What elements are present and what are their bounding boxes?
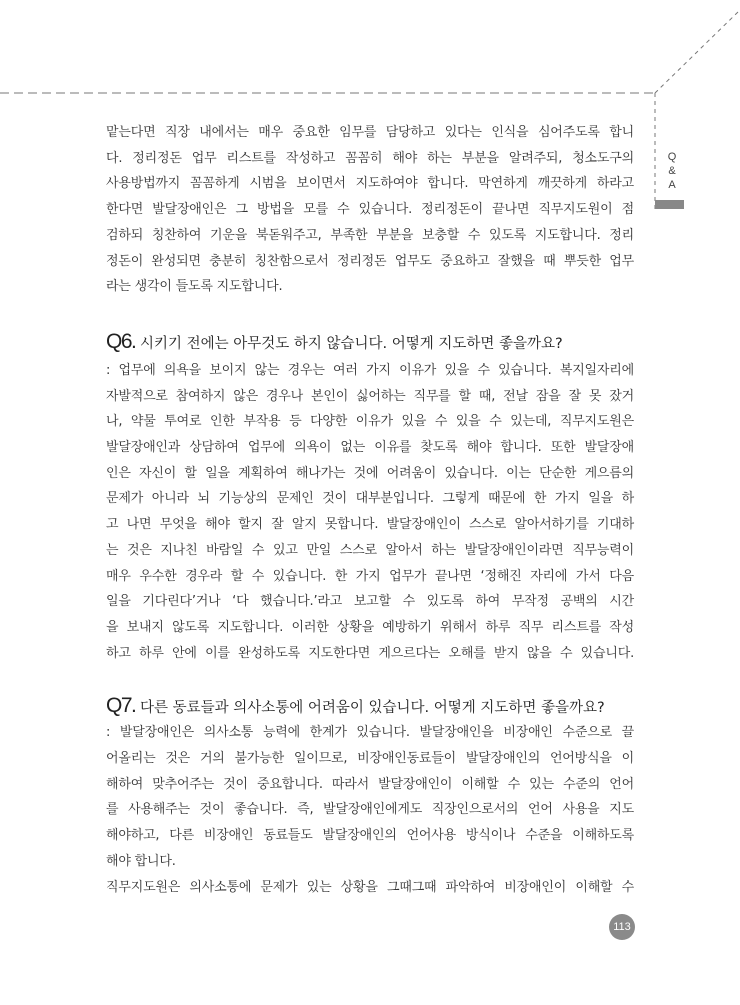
text-line: 자발적으로 참여하지 않은 경우나 본인이 싫어하는 직무를 할 때, 전날 잠을 잘 못 잤거 [106, 388, 634, 404]
question-number: Q7. [106, 694, 136, 718]
text-line: 사용방법까지 꼼꼼하게 시범을 보이면서 지도하여야 합니다. 막연하게 깨끗하게 하라고 [106, 176, 634, 192]
text-line: 는 것은 지나친 바람일 수 있고 만일 스스로 알아서 하는 발달장애인이라면 직무능력이 [106, 542, 634, 558]
question-heading-q7 [106, 694, 634, 718]
text-line: 해하여 맞추어주는 것이 중요합니다. 따라서 발달장애인이 이해할 수 있는 수준의 언어 [106, 776, 634, 792]
text-line: 직무지도원은 의사소통에 문제가 있는 상황을 그때그때 파악하여 비장애인이 이해할 수 [106, 879, 634, 895]
page-number-badge: 113 [609, 914, 635, 940]
text-line: : 업무에 의욕을 보이지 않는 경우는 여러 가지 이유가 있을 수 있습니다. 복지일자리에 [106, 362, 634, 378]
question-text: 시키기 전에는 아무것도 하지 않습니다. 어떻게 지도하면 좋을까요? [139, 335, 563, 352]
text-line: 검하되 칭찬하여 기운을 북돋워주고, 부족한 부분을 보충할 수 있도록 지도합니다. 정리 [106, 227, 634, 243]
answer-paragraph-q7 [106, 720, 634, 900]
question-heading-q6 [106, 330, 634, 354]
text-line: 인은 자신이 할 일을 계획하여 해나가는 것에 어려움이 있습니다. 이는 단순한 게으름의 [106, 465, 634, 481]
section-tab-qa [660, 150, 684, 192]
text-line: 한다면 발달장애인은 그 방법을 모를 수 있습니다. 정리정돈이 끝나면 직무지도원이 점 [106, 202, 634, 218]
text-line: 를 사용해주는 것이 좋습니다. 즉, 발달장애인에게도 직장인으로서의 언어 사용을 지도 [106, 802, 634, 818]
page-content [106, 120, 634, 900]
text-line: 발달장애인과 상담하여 업무에 의욕이 없는 이유를 찾도록 해야 합니다. 또한 발달장애 [106, 440, 634, 456]
text-line: 나, 약물 투여로 인한 부작용 등 다양한 이유가 있을 수 있을 수 있는데, 직무지도원은 [106, 414, 634, 430]
text-line: 매우 우수한 경우라 할 수 있습니다. 한 가지 업무가 끝나면 ‘정해진 자리에 가서 다음 [106, 568, 634, 584]
question-text: 다른 동료들과 의사소통에 어려움이 있습니다. 어떻게 지도하면 좋을까요? [139, 700, 605, 717]
section-tab-bar [655, 200, 684, 209]
text-line: 고 나면 무엇을 해야 할지 잘 알지 못합니다. 발달장애인이 스스로 알아서하기를 기대하 [106, 517, 634, 533]
question-number: Q6. [106, 329, 136, 353]
text-line: 하고 하루 안에 이를 완성하도록 지도한다면 게으르다는 오해를 받지 않을 수 있습니다. [106, 645, 634, 661]
answer-paragraph-q6 [106, 358, 634, 666]
text-line: 문제가 아니라 뇌 기능상의 문제인 것이 대부분입니다. 그렇게 때문에 한 가지 일을 하 [106, 491, 634, 507]
section-tab-letter: A [668, 179, 676, 191]
text-line: 어올리는 것은 거의 불가능한 일이므로, 비장애인동료들이 발달장애인의 언어방식을 이 [106, 751, 634, 767]
section-tab-letter: Q [667, 151, 677, 163]
text-line: : 발달장애인은 의사소통 능력에 한계가 있습니다. 발달장애인을 비장애인 수준으로 끌 [106, 725, 634, 741]
text-line: 정돈이 완성되면 충분히 칭찬함으로서 정리정돈 업무도 중요하고 잘했을 때 뿌듯한 업무 [106, 253, 634, 269]
text-line: 라는 생각이 들도록 지도합니다. [106, 279, 283, 295]
text-line: 일을 기다린다’거나 ‘다 했습니다.’라고 보고할 수 있도록 하여 무작정 공백의 시간 [106, 594, 634, 610]
intro-paragraph [106, 120, 634, 300]
text-line: 을 보내지 않도록 지도합니다. 이러한 상황을 예방하기 위해서 하루 직무 리스트를 작성 [106, 619, 634, 635]
section-tab-letter: & [668, 165, 676, 177]
text-line: 맡는다면 직장 내에서는 매우 중요한 임무를 담당하고 있다는 인식을 심어주도록 합니 [106, 125, 634, 140]
text-line: 해야하고, 다른 비장애인 동료들도 발달장애인의 언어사용 방식이나 수준을 이해하도록 [106, 828, 634, 844]
text-line: 해야 합니다. [106, 853, 176, 869]
text-line: 다. 정리정돈 업무 리스트를 작성하고 꼼꼼히 해야 하는 부분을 알려주되, 청소도구의 [106, 150, 634, 166]
